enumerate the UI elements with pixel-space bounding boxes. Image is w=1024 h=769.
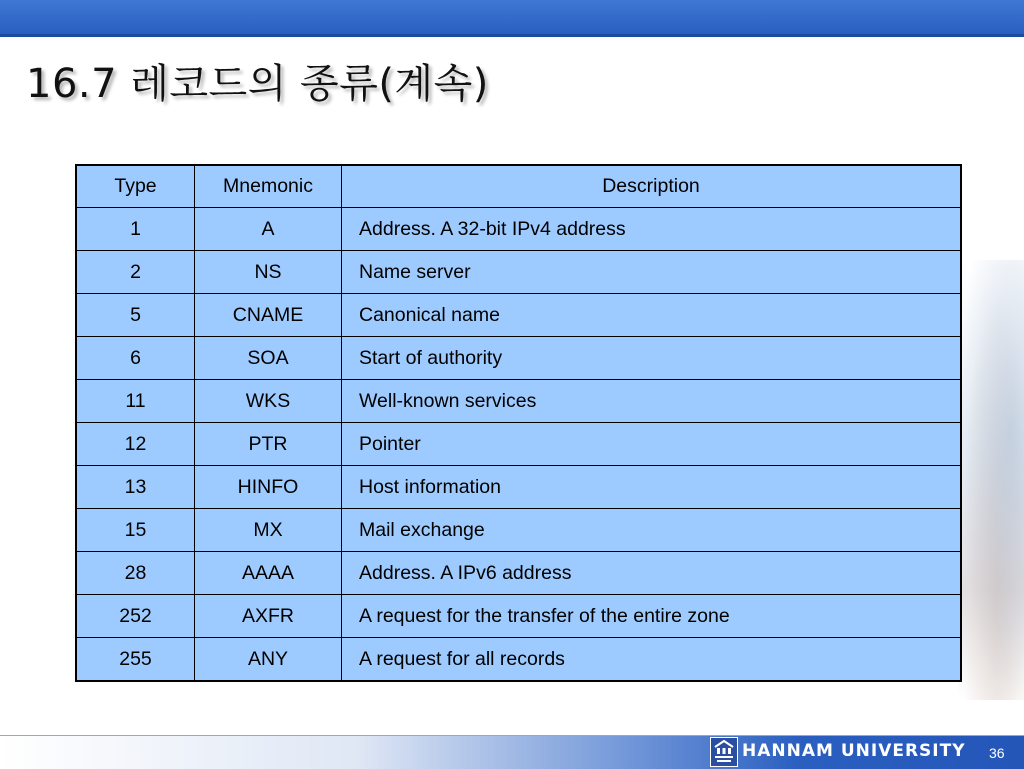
top-header-bar	[0, 0, 1024, 37]
description-cell: Well-known services	[342, 380, 962, 423]
mnemonic-cell: AXFR	[195, 595, 342, 638]
type-cell: 1	[76, 208, 195, 251]
table-row	[76, 423, 961, 466]
mnemonic-cell: NS	[195, 251, 342, 294]
table-header-row	[76, 165, 961, 208]
mnemonic-cell: ANY	[195, 638, 342, 682]
header-description: Description	[342, 165, 962, 208]
page-number: 36	[989, 745, 1005, 761]
description-cell: Host information	[342, 466, 962, 509]
description-cell: Address. A 32-bit IPv4 address	[342, 208, 962, 251]
table-row	[76, 294, 961, 337]
type-cell: 15	[76, 509, 195, 552]
university-name: HANNAM UNIVERSITY	[742, 741, 966, 761]
header-type: Type	[76, 165, 195, 208]
mnemonic-cell: WKS	[195, 380, 342, 423]
type-cell: 6	[76, 337, 195, 380]
description-cell: Mail exchange	[342, 509, 962, 552]
table-row	[76, 380, 961, 423]
mnemonic-cell: MX	[195, 509, 342, 552]
type-cell: 255	[76, 638, 195, 682]
mnemonic-cell: PTR	[195, 423, 342, 466]
mnemonic-cell: CNAME	[195, 294, 342, 337]
table-row	[76, 208, 961, 251]
type-cell: 5	[76, 294, 195, 337]
dns-record-types-table	[75, 164, 962, 682]
table-row	[76, 251, 961, 294]
description-cell: Start of authority	[342, 337, 962, 380]
description-cell: A request for all records	[342, 638, 962, 682]
table-row	[76, 466, 961, 509]
university-logo	[710, 737, 738, 767]
table-row	[76, 337, 961, 380]
table-row	[76, 552, 961, 595]
table-row	[76, 595, 961, 638]
mnemonic-cell: AAAA	[195, 552, 342, 595]
type-cell: 2	[76, 251, 195, 294]
slide-title: 16.7 레코드의 종류(계속)	[26, 61, 489, 107]
description-cell: Address. A IPv6 address	[342, 552, 962, 595]
description-cell: Pointer	[342, 423, 962, 466]
background-decoration	[958, 260, 1024, 700]
type-cell: 13	[76, 466, 195, 509]
mnemonic-cell: SOA	[195, 337, 342, 380]
header-mnemonic: Mnemonic	[195, 165, 342, 208]
description-cell: A request for the transfer of the entire zone	[342, 595, 962, 638]
type-cell: 28	[76, 552, 195, 595]
description-cell: Canonical name	[342, 294, 962, 337]
mnemonic-cell: HINFO	[195, 466, 342, 509]
type-cell: 252	[76, 595, 195, 638]
table-row	[76, 509, 961, 552]
description-cell: Name server	[342, 251, 962, 294]
type-cell: 11	[76, 380, 195, 423]
type-cell: 12	[76, 423, 195, 466]
table-row	[76, 638, 961, 682]
mnemonic-cell: A	[195, 208, 342, 251]
